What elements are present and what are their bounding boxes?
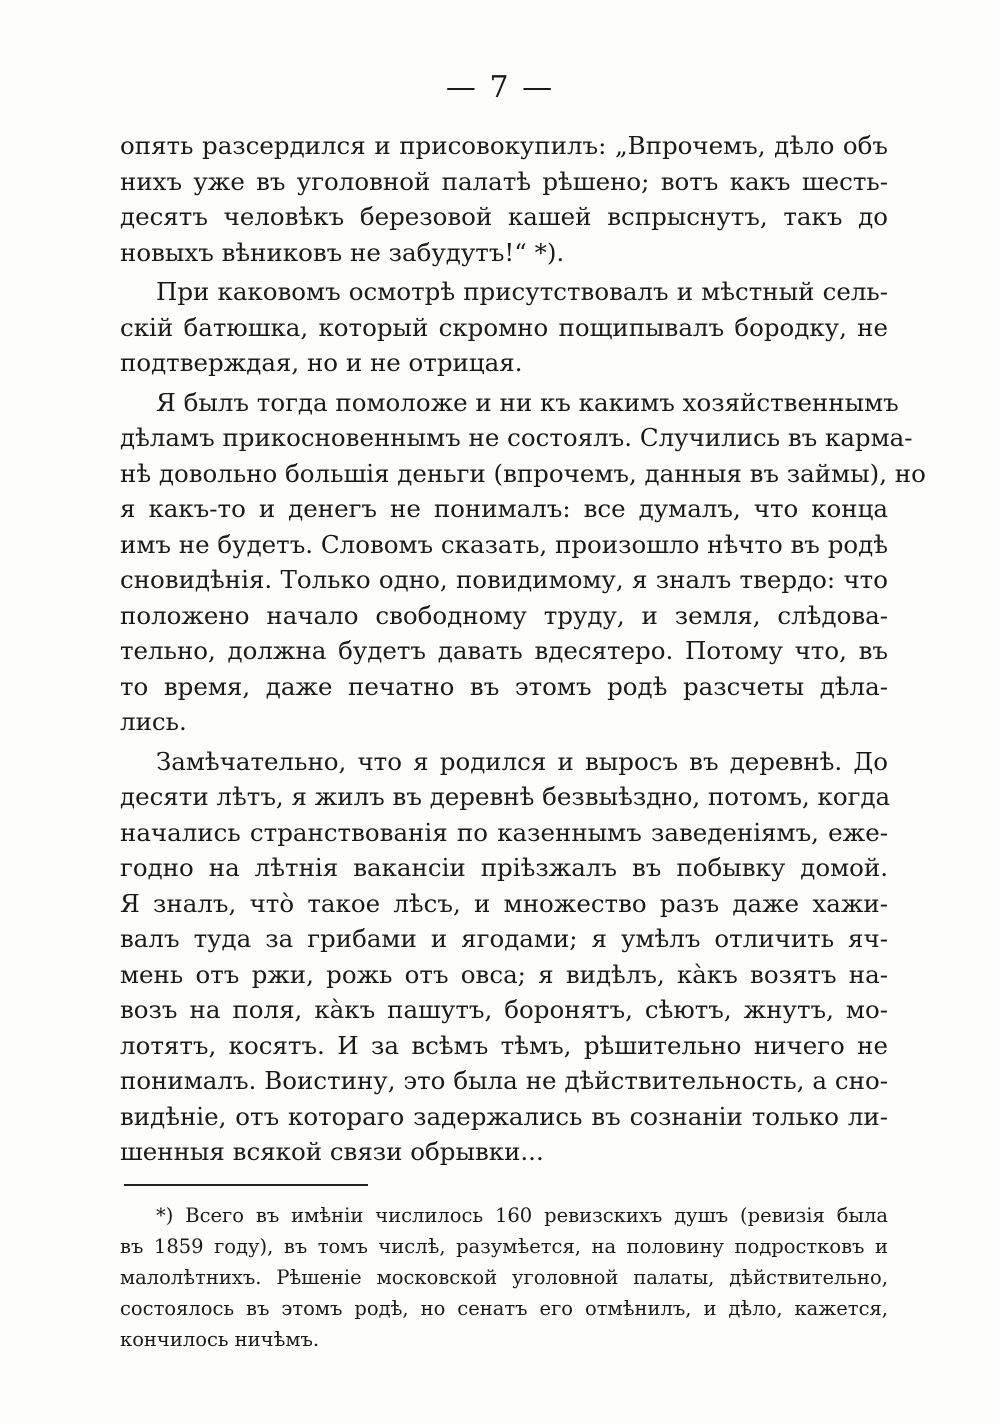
text-line: подтверждая, но и не отрицая. [120,348,523,377]
footnote-line: *) Всего въ имѣніи числилось 160 ревизскихъ душъ (ревизія была [156,1204,888,1227]
text-line: возъ на поля, ка̀къ пашутъ, боронятъ, сѣютъ, жнутъ, мо- [120,995,888,1024]
text-line: то время, даже печатно въ этомъ родѣ разсчеты дѣла- [120,671,888,701]
text-line: имъ не будетъ. Словомъ сказать, произошло нѣчто въ родѣ [120,529,888,559]
text-line: шенныя всякой связи обрывки... [120,1137,544,1166]
text-line: тельно, должна будетъ давать вдесятеро. Потому что, въ [120,636,888,665]
text-line: новыхъ вѣниковъ не забудутъ!“ *). [120,237,565,267]
text-line: нѣ довольно большія деньги (впрочемъ, данныя въ займы), но [120,458,926,488]
text-line: лись. [120,707,187,736]
text-line: Я зналъ, что̀ такое лѣсъ, и множество разъ даже хажи- [120,888,888,918]
page-number: — 7 — [445,70,555,105]
text-line: мень отъ ржи, рожь отъ овса; я видѣлъ, ка̀къ возятъ на- [120,959,888,989]
footnote-line: малолѣтнихъ. Рѣшеніе московской уголовной палаты, дѣйствительно, [120,1266,888,1289]
text-line: положено начало свободному труду, и земля, слѣдова- [120,600,888,630]
text-line: нихъ уже въ уголовной палатѣ рѣшено; вотъ какъ шесть- [120,166,888,196]
text-line: валъ туда за грибами и ягодами; я умѣлъ отличить яч- [120,924,888,953]
text-line: При каковомъ осмотрѣ присутствовалъ и мѣстный сель- [156,277,888,306]
text-line: лотятъ, косятъ. И за всѣмъ тѣмъ, рѣшительно ничего не [120,1030,888,1060]
text-line: опять разсердился и присовокупилъ: „Впрочемъ, дѣло объ [120,131,888,160]
text-line: дѣламъ прикосновеннымъ не состоялъ. Случились въ карма- [120,423,913,452]
footnote-line: въ 1859 году), въ томъ числѣ, разумѣется, на половину подростковъ и [120,1235,888,1258]
text-line: я какъ-то и денегъ не понималъ: все думалъ, что конца [120,494,888,523]
text-line: десяти лѣтъ, я жилъ въ деревнѣ безвыѣздно, потомъ, когда [120,782,891,811]
text-line: сновидѣнія. Только одно, повидимому, я зналъ твердо: что [120,565,888,594]
text-line: скій батюшка, который скромно пощипывалъ бородку, не [120,312,888,342]
text-line: Замѣчательно, что я родился и выросъ въ деревнѣ. До [156,746,888,776]
text-line: понималъ. Воистину, это была не дѣйствительность, а сно- [120,1066,888,1095]
footnote-line: кончилось ничѣмъ. [120,1328,320,1351]
main-text [120,128,926,1170]
footnote [120,1200,888,1355]
text-line: Я былъ тогда помоложе и ни къ какимъ хозяйственнымъ [156,387,899,417]
footnote-line: состоялось въ этомъ родѣ, но сенатъ его отмѣнилъ, и дѣло, кажется, [120,1297,888,1320]
text-line: начались странствованія по казеннымъ заведеніямъ, еже- [120,817,888,847]
footnote-divider [124,1184,368,1186]
text-line: десятъ человѣкъ березовой кашей вспрыснутъ, такъ до [120,202,888,231]
text-line: видѣніе, отъ котораго задержались въ сознаніи только ли- [120,1101,888,1131]
text-line: годно на лѣтнія вакансіи пріѣзжалъ въ побывку домой. [120,853,888,882]
